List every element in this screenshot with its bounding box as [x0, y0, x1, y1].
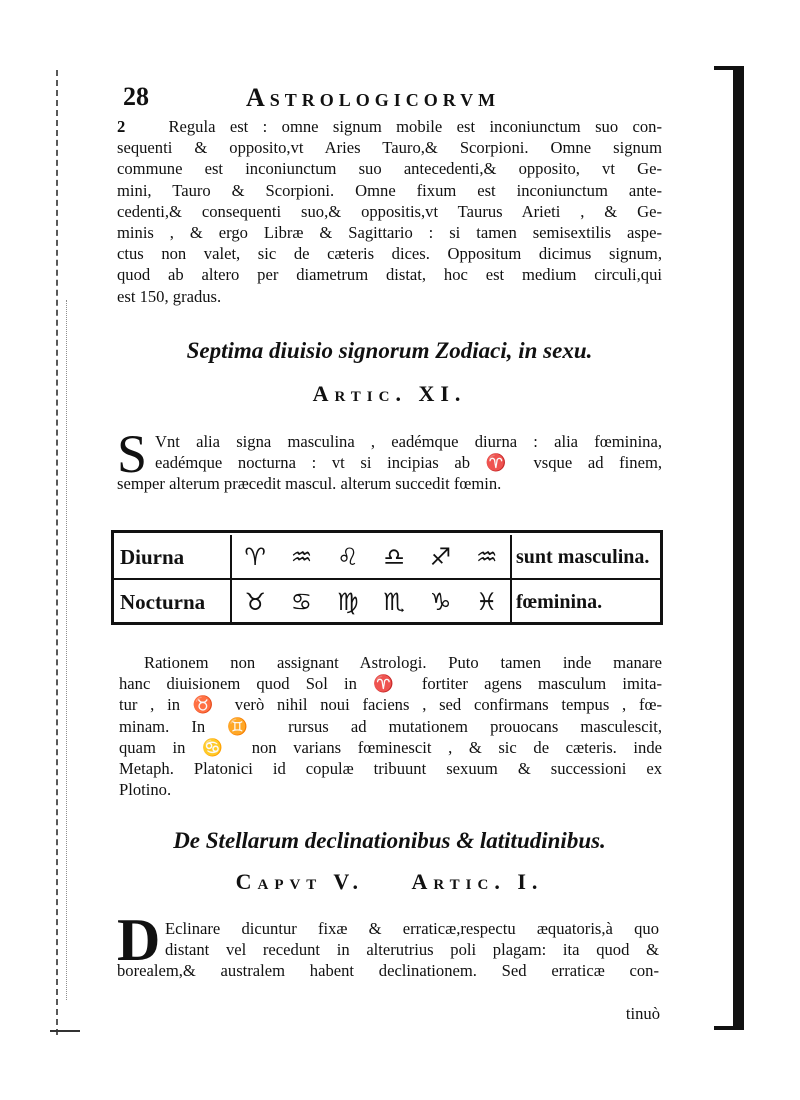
aquarius-icon: ♒	[476, 543, 498, 571]
drop-cap: S	[117, 424, 148, 484]
text-line: eadémque nocturna : vt si incipias ab ♈ vsque ad finem,	[155, 453, 662, 473]
text-line: mini, Tauro & Scorpioni. Omne fixum est inconiunctum ante-	[117, 180, 662, 200]
taurus-icon: ♉	[244, 588, 266, 616]
page-header	[123, 80, 663, 114]
text-line: Plotino.	[119, 780, 172, 800]
text-line: minam. In ♊ rursus ad mutationem prouocans masculescit,	[119, 716, 662, 736]
table-row-diurna	[114, 535, 660, 579]
running-head: Astrologicorvm	[246, 83, 501, 112]
article-label: Artic. I.	[411, 869, 544, 894]
text-line: est 150, gradus.	[117, 286, 222, 306]
footnote-marker: 2	[117, 117, 126, 136]
leo-icon: ♌	[337, 543, 359, 571]
row-note: fœminina.	[516, 590, 603, 613]
text-line: distant vel recedunt in alterutrius poli plagam: ita quod &	[165, 940, 659, 960]
text-line: semper alterum præcedit mascul. alterum succedit fœmin.	[117, 474, 502, 494]
pisces-icon: ♓	[476, 588, 498, 616]
page-edge-bottom	[50, 1030, 80, 1032]
text-line: tur , in ♉ verò nihil noui faciens , sed confirmans tempus , fœ-	[119, 695, 662, 715]
text-line: cedenti,& consequenti suo,& oppositis,vt Taurus Arieti , & Ge-	[117, 201, 662, 221]
text-line: hanc diuisionem quod Sol in ♈ fortiter agens masculum imita-	[119, 674, 662, 694]
sagittarius-icon: ♐	[429, 543, 452, 571]
section-title: De Stellarum declinationibus & latitudinibus.	[173, 828, 606, 853]
zodiac-signs	[232, 580, 512, 624]
catchword: tinuò	[625, 1004, 660, 1023]
page-edge-left	[56, 70, 63, 1035]
text-line: ctus non valet, sic de cæteris dices. Oppositum dicimus signum,	[117, 244, 662, 264]
scorpio-icon: ♏	[383, 588, 405, 616]
text-line: Metaph. Platonici id copulæ tribuunt sexuum & successioni ex	[119, 759, 662, 779]
libra-icon: ♎	[383, 543, 405, 571]
text-line: borealem,& australem habent declinationem. Sed erraticæ con-	[117, 961, 659, 981]
signs-table	[111, 530, 663, 625]
text-line: Vnt alia signa masculina , eadémque diurna : alia fœminina,	[155, 432, 662, 451]
text-line: 2 Regula est : omne signum mobile est inconiunctum suo con-	[117, 117, 662, 136]
paragraph-declinatio	[117, 918, 659, 982]
paragraph-signs	[117, 424, 662, 495]
text-line: Rationem non assignant Astrologi. Puto tamen inde manare	[144, 653, 662, 672]
table-row-nocturna	[114, 580, 660, 624]
aquarius-icon: ♒	[290, 543, 313, 571]
page-edge-right-foot	[714, 1026, 744, 1030]
text-line: quod ab altero per diametrum distat, hoc est medium circuli,qui	[117, 265, 662, 285]
text-line: minis , & ergo Libræ & Sagittario : si tamen semisextilis aspe-	[117, 223, 662, 243]
page-number: 28	[123, 82, 149, 111]
virgo-icon: ♍	[337, 588, 359, 616]
text-line: quam in ♋ non varians fœminescit , & sic de cæteris. inde	[119, 737, 662, 757]
page-edge-right	[733, 68, 744, 1030]
row-label: Nocturna	[114, 580, 232, 624]
caput-label: Capvt V.	[235, 869, 364, 894]
text-line: Eclinare dicuntur fixæ & erraticæ,respectu æquatoris,à quo	[165, 919, 659, 938]
drop-cap: D	[117, 907, 161, 973]
cancer-icon: ♋	[290, 588, 313, 616]
text-line: commune est inconiunctum suo antecedenti,& opposito, vt Ge-	[117, 159, 662, 179]
chapter-heading	[117, 869, 662, 895]
paragraph-ratio	[119, 652, 662, 800]
section-title: Septima diuisio signorum Zodiaci, in sexu.	[186, 338, 593, 363]
text-line: sequenti & opposito,vt Aries Tauro,& Scorpioni. Omne signum	[117, 138, 662, 158]
paragraph-rule	[117, 116, 662, 307]
row-note: sunt masculina.	[516, 545, 650, 568]
article-heading: Artic. XI.	[312, 381, 467, 406]
page-edge-left-inner	[66, 300, 69, 1000]
zodiac-signs	[232, 535, 512, 579]
capricorn-icon: ♑	[429, 588, 452, 616]
aries-icon: ♈	[244, 543, 266, 571]
row-label: Diurna	[114, 535, 232, 579]
